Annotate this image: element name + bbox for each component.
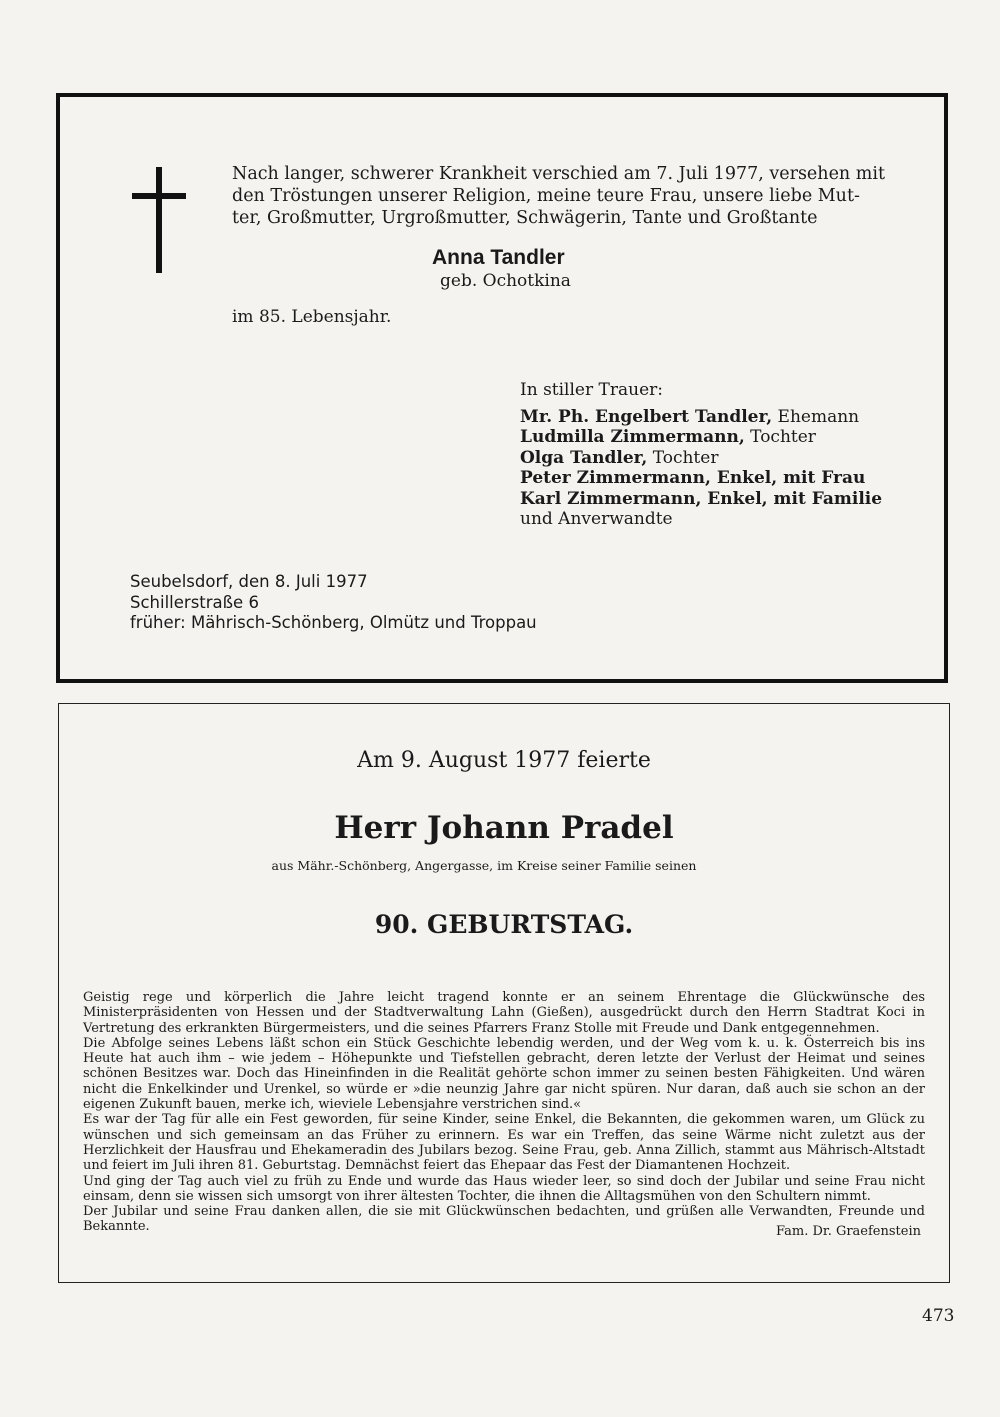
place-line: Seubelsdorf, den 8. Juli 1977 xyxy=(130,572,368,591)
mourner xyxy=(520,407,920,428)
intro-line: ter, Großmutter, Urgroßmutter, Schwägerin, Tante und Großtante xyxy=(232,208,818,228)
place-line: Schillerstraße 6 xyxy=(130,592,259,612)
birthday-origin: aus Mähr.-Schönberg, Angergasse, im Kreise seiner Familie seinen xyxy=(271,858,697,873)
mourner-name: Ludmilla Zimmermann, xyxy=(520,427,745,447)
birthday-intro: Am 9. August 1977 feierte xyxy=(357,748,651,773)
page-number: 473 xyxy=(922,1306,955,1326)
mourner-name: Karl Zimmermann, Enkel, mit Familie xyxy=(520,488,883,509)
mourner-role: Tochter xyxy=(647,447,719,468)
paragraph: Die Abfolge seines Lebens läßt schon ein Stück Geschichte lebendig werden, und der Weg vom k. u. k. Österreich bis ins Heute hat auch ihm – wie jedem – Höhepunkte und Tiefstellen gebracht, deren letzte der Verlust der Heimat und seines schönen Besitzes war. Doch das Hineinfinden in die Realität gehörte schon immer zu seinen besten Fähigkeiten. Und wären nicht die Enkelkinder und Urenkel, so würde er »die neunzig Jahre gar nicht spüren. Nur daran, daß auch sie schon an der eigenen Zukunft bauen, merke ich, wieviele Lebensjahre verstrichen sind.« xyxy=(83,1035,925,1113)
paragraph: Der Jubilar und seine Frau danken allen, die sie mit Glückwünschen bedachten, und grüßen alle Verwandten, Freunde und Bekannte. xyxy=(83,1204,925,1235)
obituary-intro xyxy=(232,163,892,229)
mourner-role: Ehemann xyxy=(772,406,860,427)
mourner xyxy=(520,468,920,489)
mourner-name: Peter Zimmermann, Enkel, mit Frau xyxy=(520,468,866,488)
paragraph: Geistig rege und körperlich die Jahre leicht tragend konnte er an seinem Ehrentage die Glückwünsche des Ministerpräsidenten von Hessen und der Stadtverwaltung Lahn (Gießen), ausgedrückt durch den Herrn Stadtrat Koci in Vertretung des erkrankten Bürgermeisters, und die seines Pfarrers Franz Stolle mit Freude und Dank entgegennehmen. xyxy=(83,990,925,1036)
mourners-list xyxy=(520,407,920,510)
mourner xyxy=(520,489,920,510)
maiden-name: geb. Ochotkina xyxy=(440,271,571,291)
mourner-name: Mr. Ph. Engelbert Tandler, xyxy=(520,406,773,427)
mourning-tail: und Anverwandte xyxy=(520,509,673,529)
age-line: im 85. Lebensjahr. xyxy=(232,307,392,327)
signature: Fam. Dr. Graefenstein xyxy=(776,1224,921,1239)
birthday-title: 90. GEBURTSTAG. xyxy=(374,910,634,939)
birthday-text xyxy=(83,990,925,1235)
mourner-role: Tochter xyxy=(744,427,816,447)
mourner xyxy=(520,448,920,469)
birthday-notice xyxy=(58,703,950,1283)
intro-line: Nach langer, schwerer Krankheit verschied am 7. Juli 1977, versehen mit xyxy=(232,164,885,184)
intro-line: den Tröstungen unserer Religion, meine teure Frau, unsere liebe Mut- xyxy=(232,186,860,206)
paragraph: Es war der Tag für alle ein Fest geworden, für seine Kinder, seine Enkel, die Bekannten, die gekommen waren, um Glück zu wünschen und sich gemeinsam an das Früher zu erinnern. Es war ein Treffen, das seine Wärme nicht zuletzt aus der Herzlichkeit der Hausfrau und Ehekameradin des Jubilars bezog. Seine Frau, geb. Anna Zillich, stammt aus Mährisch-Altstadt und feiert im Juli ihren 81. Geburtstag. Demnächst feiert das Ehepaar das Fest der Diamantenen Hochzeit. xyxy=(83,1112,925,1174)
obituary-notice xyxy=(56,93,948,683)
mourner-name: Olga Tandler, xyxy=(520,447,648,468)
mourners-block xyxy=(520,380,920,530)
deceased-name: Anna Tandler xyxy=(432,246,565,269)
place-line: früher: Mährisch-Schönberg, Olmütz und Troppau xyxy=(130,613,537,632)
cross-icon-bar xyxy=(132,193,186,199)
mourner xyxy=(520,427,920,448)
place-and-date xyxy=(130,572,690,634)
birthday-name: Herr Johann Pradel xyxy=(334,810,674,846)
mourning-header: In stiller Trauer: xyxy=(520,380,663,400)
paragraph: Und ging der Tag auch viel zu früh zu Ende und wurde das Haus wieder leer, so sind doch der Jubilar und seine Frau nicht einsam, denn sie wissen sich umsorgt von ihrer ältesten Tochter, die ihnen die Alltagsmühen von den Schultern nimmt. xyxy=(83,1173,925,1204)
cross-icon xyxy=(156,167,162,273)
